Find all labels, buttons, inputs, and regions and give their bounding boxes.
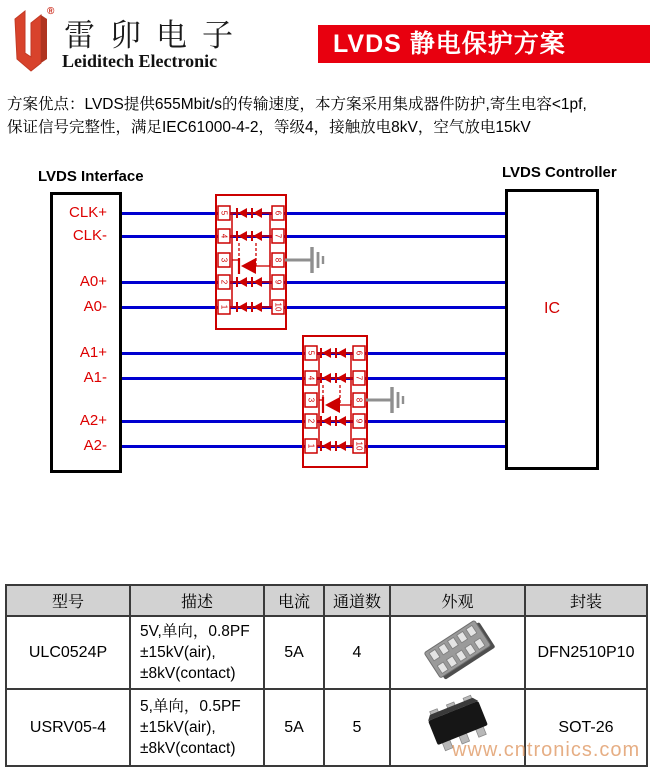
ic-label: IC [544, 300, 560, 317]
svg-text:9: 9 [273, 279, 283, 285]
svg-text:6: 6 [273, 210, 283, 216]
brand-name-cn: 雷卯电子 [64, 18, 248, 53]
svg-text:8: 8 [354, 397, 364, 403]
appearance-cell [390, 616, 525, 689]
table-header-1: 描述 [130, 585, 264, 616]
package-cell: SOT-26 [525, 689, 647, 766]
svg-text:5: 5 [219, 210, 229, 216]
leiditech-logo-icon [11, 7, 51, 75]
table-header-0: 型号 [6, 585, 130, 616]
svg-text:4: 4 [306, 375, 316, 381]
svg-text:3: 3 [306, 397, 316, 403]
watermark: www.cntronics.com [452, 739, 641, 761]
table-header-2: 电流 [264, 585, 324, 616]
pin-label-CLK-: CLK- [72, 227, 107, 244]
svg-text:3: 3 [219, 257, 229, 263]
current-cell: 5A [264, 616, 324, 689]
svg-text:4: 4 [219, 233, 229, 239]
solution-description [7, 93, 651, 139]
model-cell: USRV05-4 [6, 689, 130, 766]
package-cell: DFN2510P10 [525, 616, 647, 689]
table-header-row [6, 585, 647, 616]
esd-protection-device [215, 190, 335, 336]
brand-name-en: Leiditech Electronic [62, 51, 218, 71]
table-header-4: 外观 [390, 585, 525, 616]
model-cell: ULC0524P [6, 616, 130, 689]
esd-protection-device [302, 331, 416, 474]
lvds-controller-box [505, 189, 599, 470]
svg-text:2: 2 [219, 279, 229, 285]
table-header-5: 封装 [525, 585, 647, 616]
lvds-interface-label: LVDS Interface [38, 168, 144, 185]
svg-text:7: 7 [354, 375, 364, 381]
svg-text:6: 6 [354, 350, 364, 356]
pin-label-A0+: A0+ [79, 273, 107, 290]
svg-text:8: 8 [273, 257, 283, 263]
lvds-controller-label: LVDS Controller [502, 164, 617, 181]
svg-text:9: 9 [354, 418, 364, 424]
channels-cell: 4 [324, 616, 390, 689]
ground-icon [285, 247, 323, 273]
svg-text:1: 1 [219, 304, 229, 310]
table-row-ULC0524P [6, 616, 647, 689]
registered-mark: ® [47, 6, 55, 17]
ground-icon [366, 387, 403, 413]
pin-label-A0-: A0- [83, 298, 107, 315]
svg-text:2: 2 [306, 418, 316, 424]
svg-text:1: 1 [306, 443, 316, 449]
svg-text:5: 5 [306, 350, 316, 356]
pin-label-A1-: A1- [83, 369, 107, 386]
svg-text:10: 10 [354, 441, 364, 451]
current-cell: 5A [264, 689, 324, 766]
dfn-chip-icon [398, 620, 518, 680]
svg-text:7: 7 [273, 233, 283, 239]
desc-cell: 5,单向，0.5PF ±15kV(air), ±8kV(contact) [130, 689, 264, 766]
pin-label-CLK+: CLK+ [69, 204, 107, 221]
pin-label-A2-: A2- [83, 437, 107, 454]
description-line: 保证信号完整性，满足IEC61000-4-2，等级4，接触放电8kV，空气放电15kV [7, 119, 531, 136]
pin-label-A1+: A1+ [79, 344, 107, 361]
desc-cell: 5V,单向，0.8PF ±15kV(air), ±8kV(contact) [130, 616, 264, 689]
banner-title: LVDS 静电保护方案 [318, 25, 650, 63]
channels-cell: 5 [324, 689, 390, 766]
svg-text:10: 10 [273, 302, 283, 312]
pin-label-A2+: A2+ [79, 412, 107, 429]
table-header-3: 通道数 [324, 585, 390, 616]
description-line: 方案优点：LVDS提供655Mbit/s的传输速度，本方案采用集成器件防护,寄生电容<1pf, [7, 96, 587, 113]
